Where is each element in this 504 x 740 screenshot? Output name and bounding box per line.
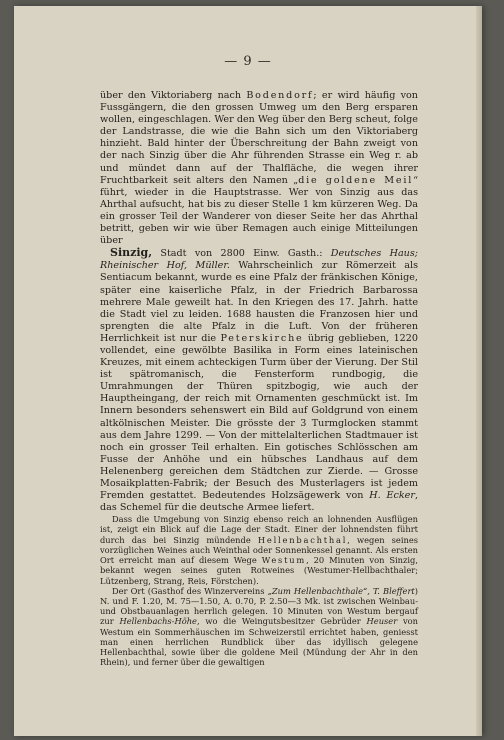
text-run: ) N. und F. 1.20, M. 75—1.50, A. 0.70, P. 2.50—3 Mk. ist zwischen Weinbau- und Obstbauanlagen herrlich gelegen. 10 Minuten von Westum bergauf zur	[100, 585, 418, 627]
note-surroundings	[100, 514, 418, 585]
place-name-hellenbachs-hoehe: Hellenbachs-Höhe	[119, 616, 197, 627]
page-content	[100, 90, 418, 667]
text-run: ; er wird häufig von Fussgängern, die den grossen Umweg um den Berg ersparen wollen, eingeschlagen. Wer den Weg über den Berg scheut, folge der Landstrasse, die wie die Bahn sich um den Viktoriaberg hinzieht. Bald hinter der Überschreitung der Bahn zweigt von der nach Sinzig über die Ahr führenden Strasse ein Weg r. ab und mündet dann auf der Thalfläche, die wegen ihrer Fruchtbarkeit seit alters den Namen „	[100, 90, 418, 186]
note-westum	[100, 586, 418, 668]
place-name-peterskirche: Peterskirche	[220, 332, 304, 344]
paragraph-route-description	[100, 90, 418, 247]
page-number: — 9 —	[224, 54, 272, 69]
text-run: , 20 Minuten von Sinzig, bekannt wegen seines guten Rotweines (Westumer-Hellbachthaler; Lützenberg, Strang, Reis, Förstchen).	[100, 555, 418, 586]
person-name-ecker: H. Ecker	[369, 490, 415, 502]
place-name-hellenbachthal: Hellenbachthal	[257, 534, 348, 545]
inn-name-hellenbachthale: „Zum Hellenbachthale“, T. Bleffert	[267, 585, 415, 596]
text-run: über den Viktoriaberg nach	[100, 90, 247, 101]
place-name-bodendorf: Bodendorf	[246, 90, 314, 101]
text-run: von Westum ein Sommerhäuschen im Schweizerstil errichtet haben, geniesst man einen herrlichen Rundblick über das idyllisch gelegene Hellenbachthal, sowie über die goldene Meil (Mündung der Ahr in den Rhein), und ferner über die gewaltigen	[100, 616, 418, 668]
text-run: “ führt, wieder in die Hauptstrasse. Wer von Sinzig aus das Ahrthal aufsucht, hat bis zu dieser Stelle 1 km kürzeren Weg. Da ein grosser Teil der Wanderer von dieser Seite her das Ahrthal betritt, geben wir wie über Remagen auch einige Mitteilungen über	[100, 174, 418, 247]
page-edge	[476, 6, 482, 736]
text-run: , wo die Weingutsbesitzer Gebrüder	[196, 616, 367, 627]
paragraph-sinzig	[100, 247, 418, 514]
place-name-goldene-meil: die goldene Meil	[298, 174, 414, 186]
inn-names: Deutsches Haus; Rheinischer Hof, Müller.	[100, 248, 418, 272]
person-name-heuser: Heuser	[366, 616, 398, 627]
text-run: Der Ort (Gasthof des Winzervereins	[112, 585, 268, 596]
text-run: Stadt von 2800 Einw. Gasth.:	[152, 248, 331, 260]
text-run: , das Schemel für die deutsche Armee liefert.	[100, 490, 418, 514]
entry-heading-sinzig: Sinzig,	[110, 246, 153, 260]
text-run: Wahrscheinlich zur Römerzeit als Sentiacum bekannt, wurde es eine Pfalz der fränkischen Könige, später eine kaiserliche Pfalz, in der Friedrich Barbarossa mehrere Male geweilt hat. In den Kriegen des 17. Jahrh. hatte die Stadt viel zu leiden. 1688 hausten die Franzosen hier und sprengten die alte Pfalz in die Luft. Von der früheren Herrlichkeit ist nur die	[100, 260, 418, 344]
place-name-westum: Westum	[261, 555, 307, 566]
book-page	[14, 6, 482, 736]
text-run: , wegen seines vorzüglichen Weines auch Weinthal oder Sonnenkessel genannt. Als ersten Ort erreicht man auf diesem Wege	[100, 534, 418, 566]
text-run: Dass die Umgebung von Sinzig ebenso reich an lohnenden Ausflügen ist, zeigt ein Blick auf die Lage der Stadt. Einer der lohnendsten führt durch das bei Sinzig mündende	[100, 514, 418, 545]
text-run: übrig geblieben, 1220 vollendet, eine gewölbte Basilika in Form eines lateinischen Kreuzes, mit einem achteckigen Turm über der Vierung. Der Stil ist spätromanisch, die Fensterform rundbogig, die Umrahmungen der Thüren spitzbogig, wie auch der Hauptheingang, der reich mit Ornamenten geschmückt ist. Im Innern besonders sehenswert ein Bild auf Goldgrund von einem altkölnischen Meister. Die grösste der 3 Turmglocken stammt aus dem Jahre 1299. — Von der mittelalterlichen Stadtmauer ist noch ein grosser Teil erhalten. Ein gotisches Schlösschen am Fusse der Anhöhe und ein hübsches Landhaus auf dem Helenenberg gereichen dem Städtchen zur Zierde. — Grosse Mosaikplatten-Fabrik; der Besuch des Musterlagers ist jedem Fremden gestattet. Bedeutendes Holzsägewerk von	[100, 332, 418, 502]
